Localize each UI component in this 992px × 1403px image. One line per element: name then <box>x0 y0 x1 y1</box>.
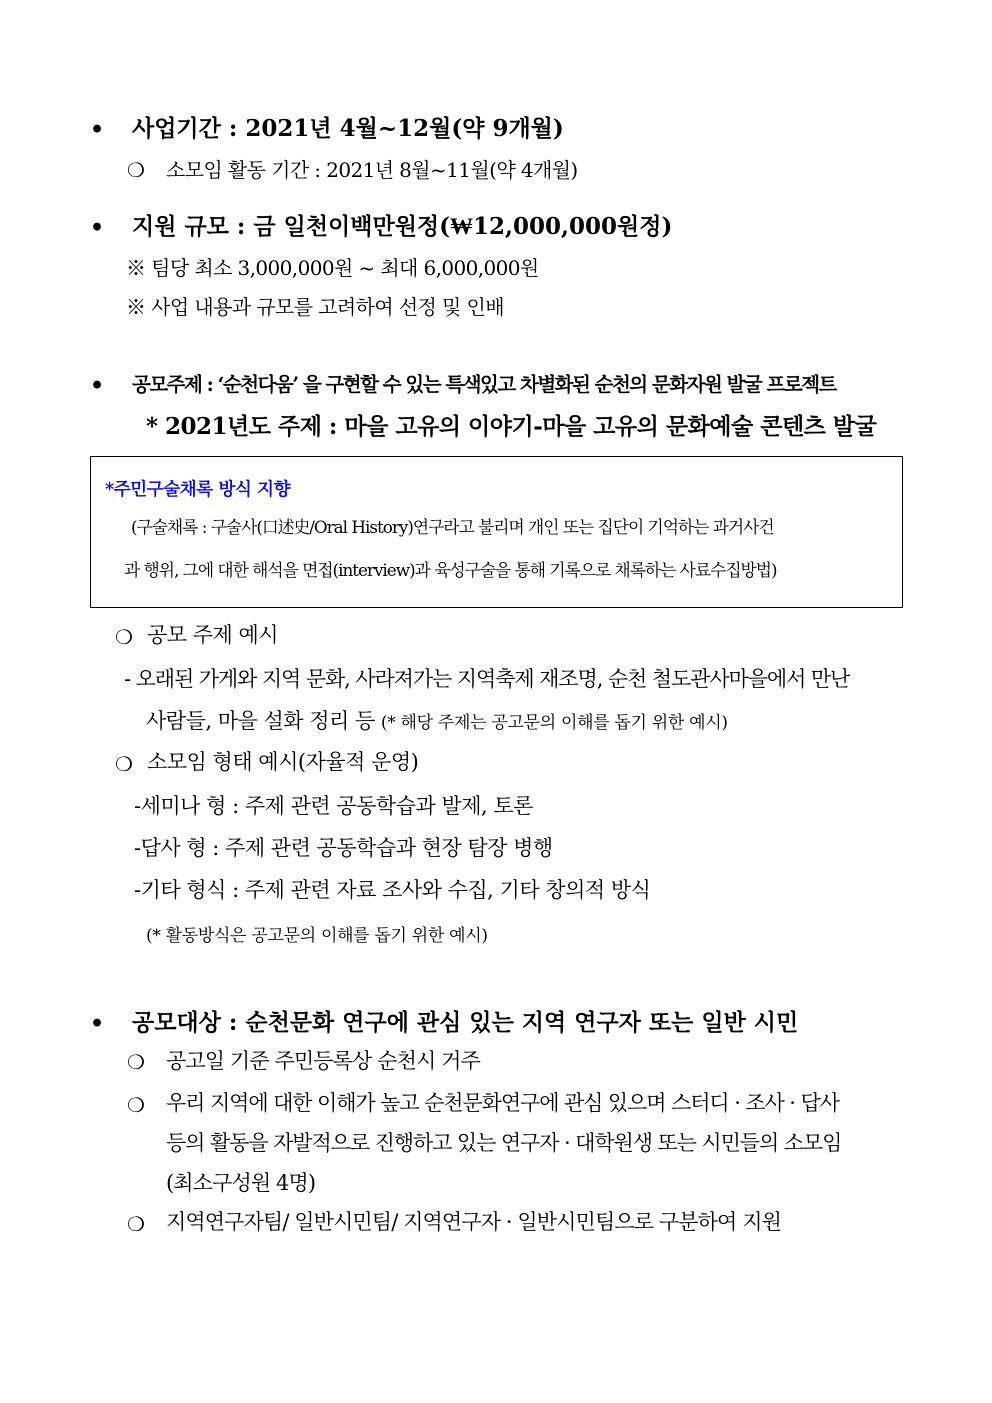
theme-heading: 공모주제 : ‘순천다움’ 을 구현할 수 있는 특색있고 차별화된 순천의 문화자원 발굴 프로젝트 <box>132 373 836 396</box>
bullet-scale: • <box>90 215 105 241</box>
bullet-period: • <box>90 117 105 143</box>
box-line-1: (구술채록 : 구술사(口述史/Oral History)연구라고 불리며 개인 또는 집단이 기억하는 과거사건 <box>131 517 774 537</box>
scale-note-2: ※ 사업 내용과 규모를 고려하여 선정 및 인배 <box>126 295 504 319</box>
target-item-3: 지역연구자팀/ 일반시민팀/ 지역연구자 · 일반시민팀으로 구분하여 지원 <box>166 1210 781 1234</box>
examples-line-2-note: (* 해당 주제는 공고문의 이해를 돕기 위한 예시) <box>380 713 728 733</box>
bullet-target: • <box>90 1011 105 1037</box>
box-line-2: 과 행위, 그에 대한 해석을 면접(interview)과 육성구술을 통해 기록으로 채록하는 사료수집방법) <box>124 560 777 580</box>
circle-marker: ❍ <box>127 1212 145 1236</box>
circle-marker: ❍ <box>127 1093 145 1117</box>
box-title: *주민구술채록 방식 지향 <box>105 480 291 500</box>
target-item-2-line-3: (최소구성원 4명) <box>166 1171 316 1195</box>
examples-line-1: - 오래된 가게와 지역 문화, 사라져가는 지역축제 재조명, 순천 철도관사마을에서 만난 <box>124 667 850 691</box>
bullet-theme: • <box>90 373 105 399</box>
examples-heading: 공모 주제 예시 <box>147 623 279 647</box>
target-item-1: 공고일 기준 주민등록상 순천시 거주 <box>166 1049 480 1073</box>
examples-line-2 <box>146 709 728 734</box>
theme-subtitle: * 2021년도 주제 : 마을 고유의 이야기-마을 고유의 문화예술 콘텐츠 발굴 <box>146 413 877 440</box>
oral-history-box <box>90 456 903 608</box>
scale-heading: 지원 규모 : 금 일천이백만원정(₩12,000,000원정) <box>132 213 673 240</box>
target-heading: 공모대상 : 순천문화 연구에 관심 있는 지역 연구자 또는 일반 시민 <box>132 1009 799 1036</box>
scale-note-1: ※ 팀당 최소 3,000,000원 ~ 최대 6,000,000원 <box>126 256 539 280</box>
forms-item-3: -기타 형식 : 주제 관련 자료 조사와 수집, 기타 창의적 방식 <box>134 878 651 902</box>
target-item-2: 우리 지역에 대한 이해가 높고 순천문화연구에 관심 있으며 스터디 · 조사 · 답사 <box>166 1091 839 1115</box>
circle-marker: ❍ <box>115 625 133 649</box>
period-sub: 소모임 활동 기간 : 2021년 8월~11월(약 4개월) <box>166 158 578 182</box>
forms-note: (* 활동방식은 공고문의 이해를 돕기 위한 예시) <box>146 926 488 946</box>
forms-item-1: -세미나 형 : 주제 관련 공동학습과 발제, 토론 <box>134 794 533 818</box>
forms-item-2: -답사 형 : 주제 관련 공동학습과 현장 탐장 병행 <box>134 836 553 860</box>
target-item-2-line-2: 등의 활동을 자발적으로 진행하고 있는 연구자 · 대학원생 또는 시민들의 소모임 <box>166 1131 842 1155</box>
forms-heading: 소모임 형태 예시(자율적 운영) <box>147 750 419 774</box>
circle-marker: ❍ <box>127 1050 145 1074</box>
circle-marker: ❍ <box>127 158 145 182</box>
period-heading: 사업기간 : 2021년 4월~12월(약 9개월) <box>132 115 564 142</box>
examples-line-2-main: 사람들, 마을 설화 정리 등 <box>146 709 381 733</box>
circle-marker: ❍ <box>115 752 133 776</box>
